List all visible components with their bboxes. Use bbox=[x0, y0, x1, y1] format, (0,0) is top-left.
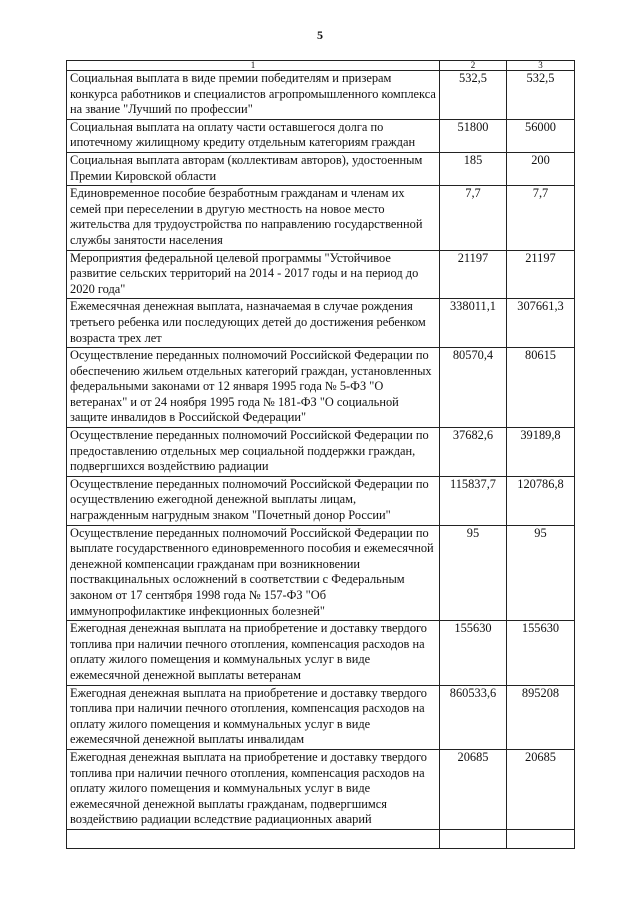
column-number-row bbox=[67, 61, 575, 71]
row-value-col2: 338011,1 bbox=[440, 299, 507, 348]
row-value-col3: 307661,3 bbox=[507, 299, 575, 348]
table-row bbox=[67, 250, 575, 299]
table-row bbox=[67, 428, 575, 477]
row-value-col3: 80615 bbox=[507, 348, 575, 428]
row-description: Социальная выплата на оплату части оставшегося долга по ипотечному жилищному кредиту отдельным категориям граждан bbox=[67, 119, 440, 152]
row-value-col2: 21197 bbox=[440, 250, 507, 299]
budget-table bbox=[66, 60, 575, 849]
row-value-col3: 532,5 bbox=[507, 71, 575, 120]
row-value-col3: 56000 bbox=[507, 119, 575, 152]
row-description: Осуществление переданных полномочий Российской Федерации по выплате государственного единовременного пособия и ежемесячной денежной компенсации гражданам при возникновении поствакцинальных осложнений в соответствии с Федеральным законом от 17 сентября 1998 года № 157-ФЗ "Об иммунопрофилактике инфекционных болезней" bbox=[67, 525, 440, 621]
table-row bbox=[67, 525, 575, 621]
row-description: Осуществление переданных полномочий Российской Федерации по предоставлению отдельных мер социальной поддержки граждан, подвергшихся воздействию радиации bbox=[67, 428, 440, 477]
row-description: Осуществление переданных полномочий Российской Федерации по осуществлению ежегодной денежной выплаты лицам, награжденным нагрудным знаком "Почетный донор России" bbox=[67, 476, 440, 525]
row-description: Социальная выплата авторам (коллективам авторов), удостоенным Премии Кировской области bbox=[67, 152, 440, 185]
column-number-3: 3 bbox=[507, 61, 575, 71]
row-value-col2: 80570,4 bbox=[440, 348, 507, 428]
row-value-col2: 860533,6 bbox=[440, 685, 507, 749]
row-value-col2: 20685 bbox=[440, 749, 507, 829]
empty-table-row bbox=[67, 829, 575, 848]
table-row bbox=[67, 685, 575, 749]
empty-cell bbox=[67, 829, 440, 848]
empty-cell bbox=[440, 829, 507, 848]
row-description: Ежемесячная денежная выплата, назначаемая в случае рождения третьего ребенка или последующих детей до достижения ребенком возраста трех лет bbox=[67, 299, 440, 348]
row-value-col3: 155630 bbox=[507, 621, 575, 685]
row-description: Ежегодная денежная выплата на приобретение и доставку твердого топлива при наличии печного отопления, компенсация расходов на оплату жилого помещения и коммунальных услуг в виде ежемесячной денежной выплаты инвалидам bbox=[67, 685, 440, 749]
table-row bbox=[67, 749, 575, 829]
row-value-col3: 120786,8 bbox=[507, 476, 575, 525]
table-row bbox=[67, 152, 575, 185]
row-value-col3: 39189,8 bbox=[507, 428, 575, 477]
row-value-col3: 7,7 bbox=[507, 186, 575, 250]
table-row bbox=[67, 119, 575, 152]
row-description: Ежегодная денежная выплата на приобретение и доставку твердого топлива при наличии печного отопления, компенсация расходов на оплату жилого помещения и коммунальных услуг в виде ежемесячной денежной выплаты ветеранам bbox=[67, 621, 440, 685]
row-value-col2: 185 bbox=[440, 152, 507, 185]
row-value-col3: 895208 bbox=[507, 685, 575, 749]
row-value-col2: 37682,6 bbox=[440, 428, 507, 477]
row-value-col2: 532,5 bbox=[440, 71, 507, 120]
row-value-col2: 95 bbox=[440, 525, 507, 621]
table-row bbox=[67, 186, 575, 250]
row-description: Единовременное пособие безработным гражданам и членам их семей при переселении в другую местность на новое место жительства для трудоустройства по направлению государственной службы занятости населения bbox=[67, 186, 440, 250]
row-value-col3: 200 bbox=[507, 152, 575, 185]
column-number-1: 1 bbox=[67, 61, 440, 71]
column-number-2: 2 bbox=[440, 61, 507, 71]
table-row bbox=[67, 348, 575, 428]
table-row bbox=[67, 621, 575, 685]
row-value-col3: 95 bbox=[507, 525, 575, 621]
row-value-col3: 21197 bbox=[507, 250, 575, 299]
row-value-col2: 7,7 bbox=[440, 186, 507, 250]
row-description: Мероприятия федеральной целевой программы "Устойчивое развитие сельских территорий на 2014 - 2017 годы и на период до 2020 года" bbox=[67, 250, 440, 299]
row-description: Осуществление переданных полномочий Российской Федерации по обеспечению жильем отдельных категорий граждан, установленных федеральными законами от 12 января 1995 года № 5-ФЗ "О ветеранах" и от 24 ноября 1995 года № 181-ФЗ "О социальной защите инвалидов в Российской Федерации" bbox=[67, 348, 440, 428]
row-description: Ежегодная денежная выплата на приобретение и доставку твердого топлива при наличии печного отопления, компенсация расходов на оплату жилого помещения и коммунальных услуг в виде ежемесячной денежной выплаты гражданам, подвергшимся воздействию радиации вследствие радиационных аварий bbox=[67, 749, 440, 829]
row-value-col2: 51800 bbox=[440, 119, 507, 152]
page-number: 5 bbox=[317, 28, 323, 42]
row-value-col2: 155630 bbox=[440, 621, 507, 685]
table-row bbox=[67, 299, 575, 348]
row-description: Социальная выплата в виде премии победителям и призерам конкурса работников и специалистов агропромышленного комплекса на звание "Лучший по профессии" bbox=[67, 71, 440, 120]
empty-cell bbox=[507, 829, 575, 848]
table-row bbox=[67, 71, 575, 120]
row-value-col2: 115837,7 bbox=[440, 476, 507, 525]
row-value-col3: 20685 bbox=[507, 749, 575, 829]
table-row bbox=[67, 476, 575, 525]
